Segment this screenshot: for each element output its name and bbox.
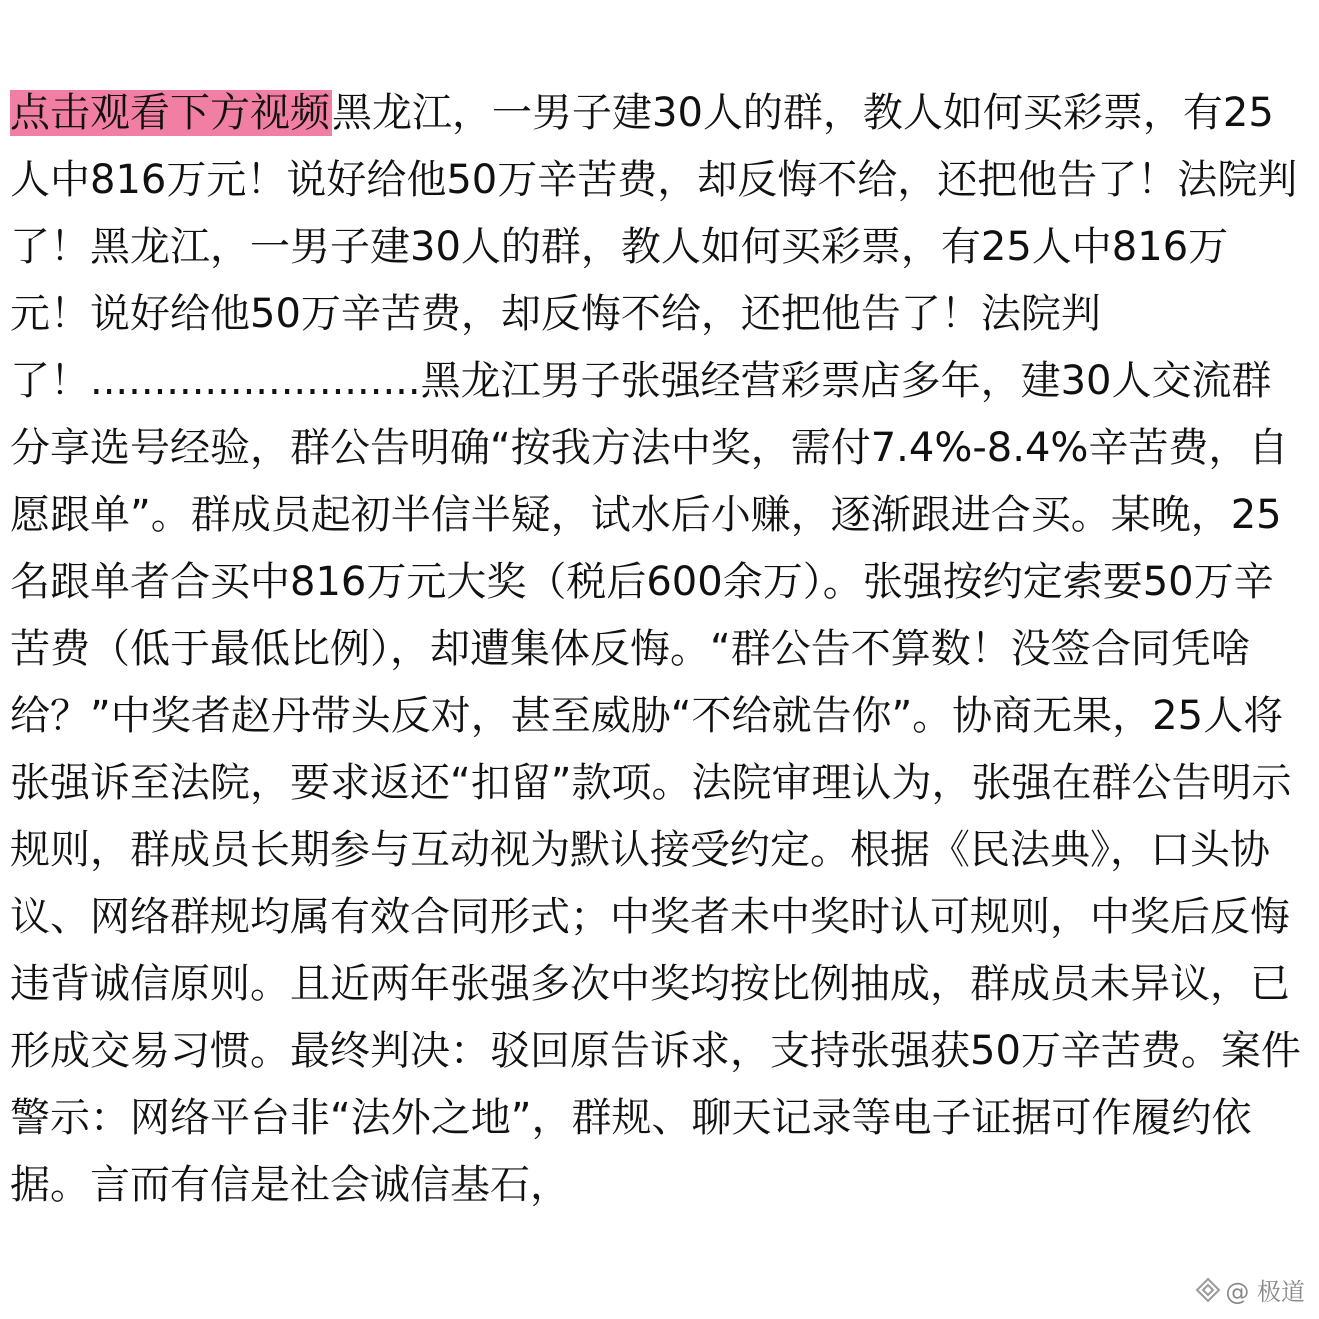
watch-video-highlight[interactable]: 点击观看下方视频 (10, 90, 330, 136)
watermark (1195, 1272, 1305, 1307)
article-body: 黑龙江，一男子建30人的群，教人如何买彩票，有25人中816万元！说好给他50万辛苦费，却反悔不给，还把他告了！法院判了！黑龙江，一男子建30人的群，教人如何买彩票，有25人中816万元！说好给他50万辛苦费，却反悔不给，还把他告了！法院判了！..........................黑龙江男子张强经营彩票店多年，建30人交流群分享选号经验，群公告明确“按我方法中奖，需付7.4%-8.4%辛苦费，自愿跟单”。群成员起初半信半疑，试水后小赚，逐渐跟进合买。某晚，25名跟单者合买中816万元大奖（税后600余万）。张强按约定索要50万辛苦费（低于最低比例），却遭集体反悔。“群公告不算数！没签合同凭啥给？”中奖者赵丹带头反对，甚至威胁“不给就告你”。协商无果，25人将张强诉至法院，要求返还“扣留”款项。法院审理认为，张强在群公告明示规则，群成员长期参与互动视为默认接受约定。根据《民法典》，口头协议、网络群规均属有效合同形式；中奖者未中奖时认可规则，中奖后反悔违背诚信原则。且近两年张强多次中奖均按比例抽成，群成员未异议，已形成交易习惯。最终判决：驳回原告诉求，支持张强获50万辛苦费。案件警示：网络平台非“法外之地”，群规、聊天记录等电子证据可作履约依据。言而有信是社会诚信基石， (10, 90, 1301, 1208)
article-text (10, 80, 1305, 1219)
watermark-text: @ 极道 (1225, 1278, 1305, 1306)
jidao-logo-icon (1195, 1277, 1221, 1303)
